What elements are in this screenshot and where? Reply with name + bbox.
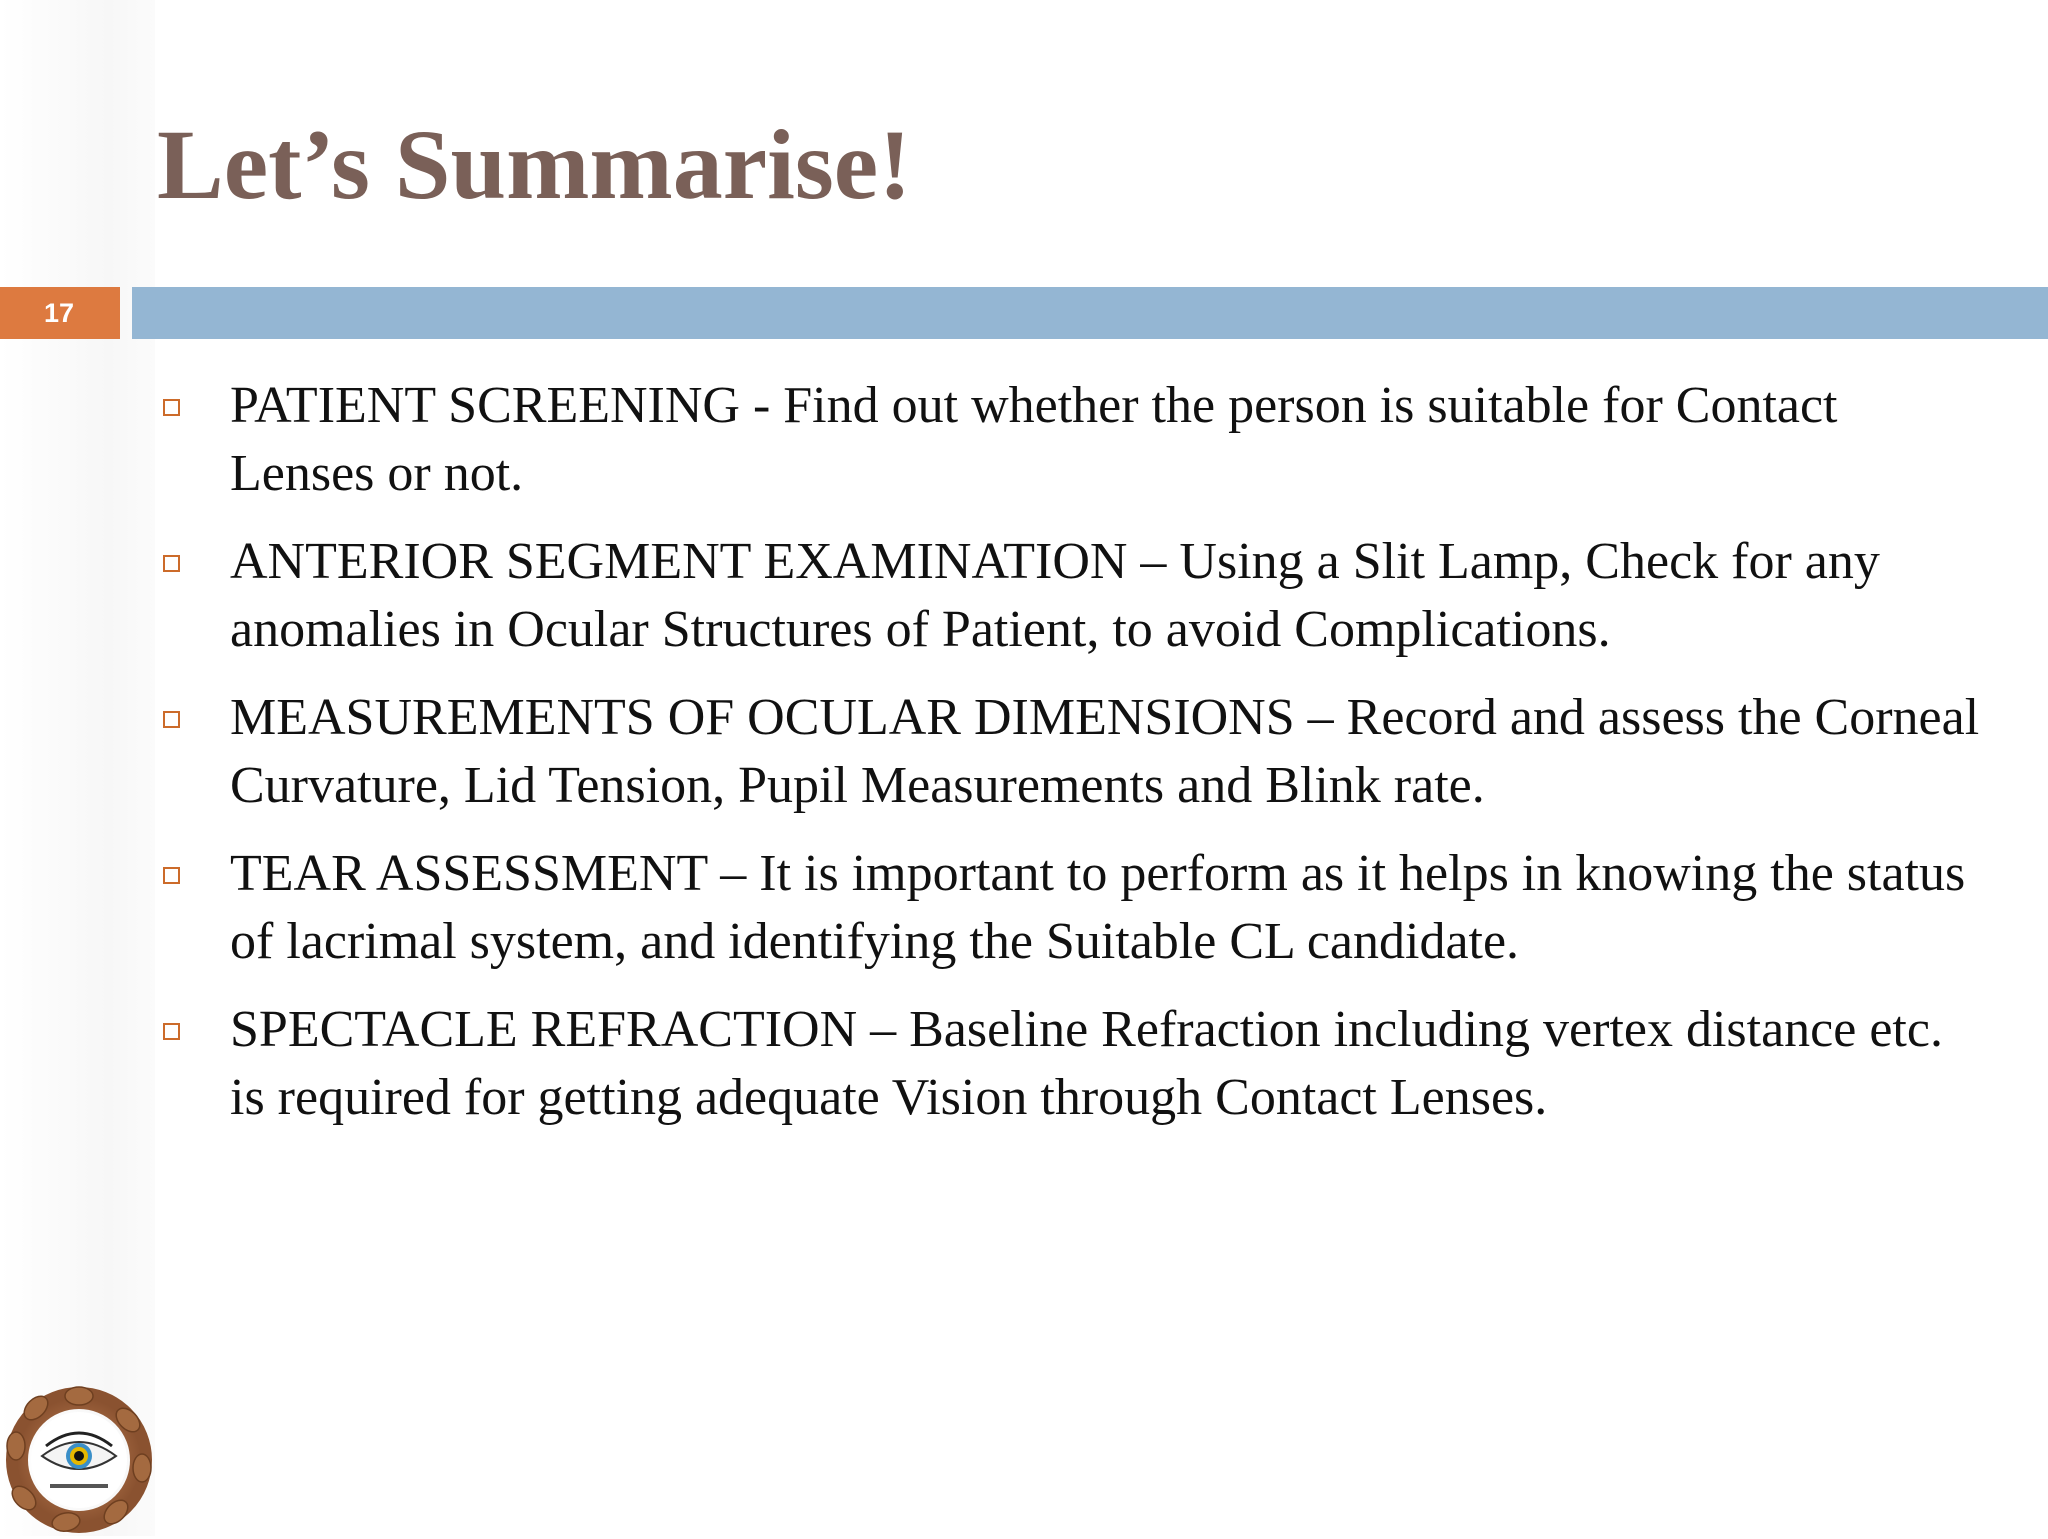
bullet-item	[160, 840, 1980, 976]
square-bullet-icon	[163, 555, 180, 572]
square-bullet-icon	[163, 867, 180, 884]
bullet-item	[160, 528, 1980, 664]
header-bar	[132, 287, 2048, 339]
eye-hands-circle-logo	[2, 1380, 156, 1534]
slide-number-badge: 17	[0, 287, 120, 339]
left-margin-panel	[0, 0, 155, 1536]
bullet-text: ANTERIOR SEGMENT EXAMINATION – Using a Slit Lamp, Check for any anomalies in Ocular Structures of Patient, to avoid Complications.	[230, 533, 1880, 658]
bullet-text: TEAR ASSESSMENT – It is important to perform as it helps in knowing the status of lacrimal system, and identifying the Suitable CL candidate.	[230, 845, 1966, 970]
slide-title: Let’s Summarise!	[157, 109, 912, 220]
square-bullet-icon	[163, 711, 180, 728]
bullet-item	[160, 372, 1980, 508]
bullet-text: MEASUREMENTS OF OCULAR DIMENSIONS – Record and assess the Corneal Curvature, Lid Tension, Pupil Measurements and Blink rate.	[230, 689, 1980, 814]
logo-graphic	[2, 1380, 156, 1534]
bullet-text: PATIENT SCREENING - Find out whether the person is suitable for Contact Lenses or not.	[230, 377, 1838, 502]
bullet-list	[160, 372, 1980, 1152]
bullet-item	[160, 684, 1980, 820]
square-bullet-icon	[163, 399, 180, 416]
bullet-text: SPECTACLE REFRACTION – Baseline Refraction including vertex distance etc. is required for getting adequate Vision through Contact Lenses.	[230, 1001, 1943, 1126]
square-bullet-icon	[163, 1023, 180, 1040]
bullet-item	[160, 996, 1980, 1132]
